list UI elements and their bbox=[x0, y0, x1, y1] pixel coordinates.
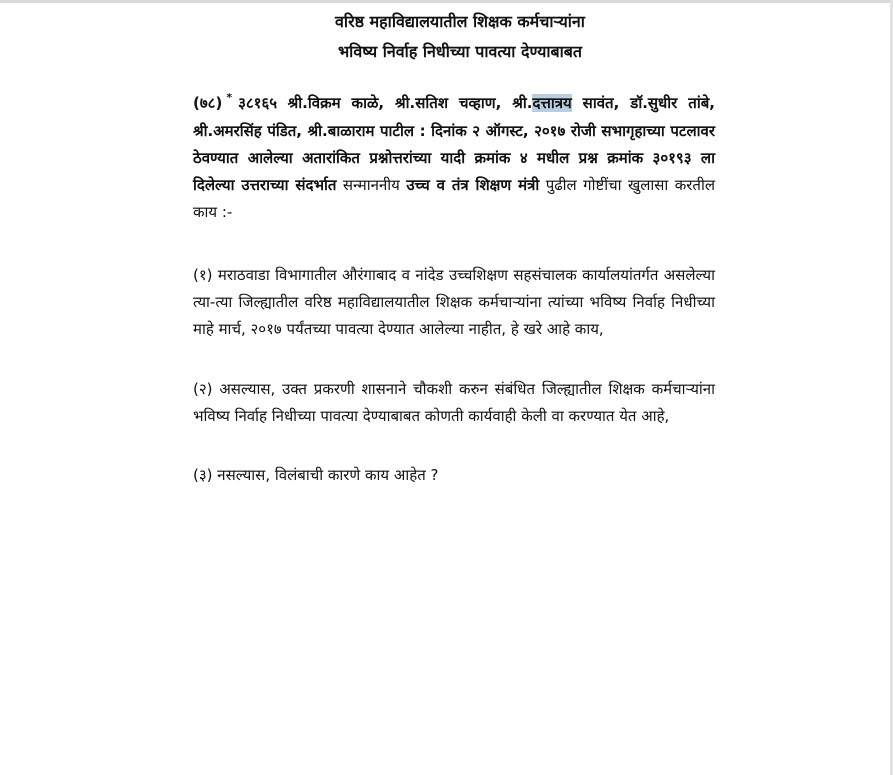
selected-text-highlight[interactable]: दत्तात्रय bbox=[532, 94, 572, 112]
question-part-3: (३) नसल्यास, विलंबाची कारणे काय आहेत ? bbox=[193, 466, 439, 484]
question-part-1: (१) मराठवाडा विभागातील औरंगाबाद व नांदेड उच्चशिक्षण सहसंचालक कार्यालयांतर्गत असलेल्या त्या-त्या जिल्ह्यातील वरिष्ठ महाविद्यालयातील शिक्षक कर्मचाऱ्यांना त्यांच्या भविष्य निर्वाह निधीच्या माहे मार्च, २०१७ पर्यंतच्या पावत्या देण्यात आलेल्या नाहीत, हे खरे आहे काय, bbox=[193, 266, 715, 338]
minister-name: उच्च व तंत्र शिक्षण मंत्री bbox=[406, 176, 540, 194]
document-title-line-2: भविष्य निर्वाह निधीच्या पावत्या देण्याबाबत bbox=[337, 42, 583, 61]
question-members-part-2: सावंत, डॉ.सुधीर तांबे, श्री.अमरसिंह पंडित, श्री.बाळाराम पाटील : दिनांक २ ऑगस्ट, २०१७ रोजी सभागृहाच्या पटलावर ठेवण्यात आलेल्या अतारांकित प्रश्नोत्तरांच्या यादी क्रमांक ४ मधील प्रश्न क्रमांक ३०१९३ ला दिलेल्या उत्तराच्या संदर्भात bbox=[193, 94, 715, 194]
question-intro bbox=[193, 90, 715, 226]
question-text-normal-2: पुढील गोष्टींचा खुलासा करतील काय :- bbox=[193, 176, 716, 221]
starred-marker: * bbox=[226, 91, 233, 104]
question-part-2: (२) असल्यास, उक्त प्रकरणी शासनाने चौकशी करुन संबंधित जिल्ह्यातील शिक्षक कर्मचाऱ्यांना भविष्य निर्वाह निधीच्या पावत्या देण्याबाबत कोणती कार्यवाही केली वा करण्यात येत आहे, bbox=[193, 380, 715, 425]
question-members-part-1: श्री.विक्रम काळे, श्री.सतिश चव्हाण, श्री. bbox=[287, 94, 533, 112]
page-top-edge bbox=[0, 0, 893, 3]
document-title-line-1: वरिष्ठ महाविद्यालयातील शिक्षक कर्मचाऱ्यांना bbox=[335, 12, 585, 31]
question-number: (७८) bbox=[193, 94, 223, 112]
question-text-normal-1: सन्माननीय bbox=[336, 176, 407, 194]
question-id: ३८१६५ bbox=[238, 94, 278, 112]
